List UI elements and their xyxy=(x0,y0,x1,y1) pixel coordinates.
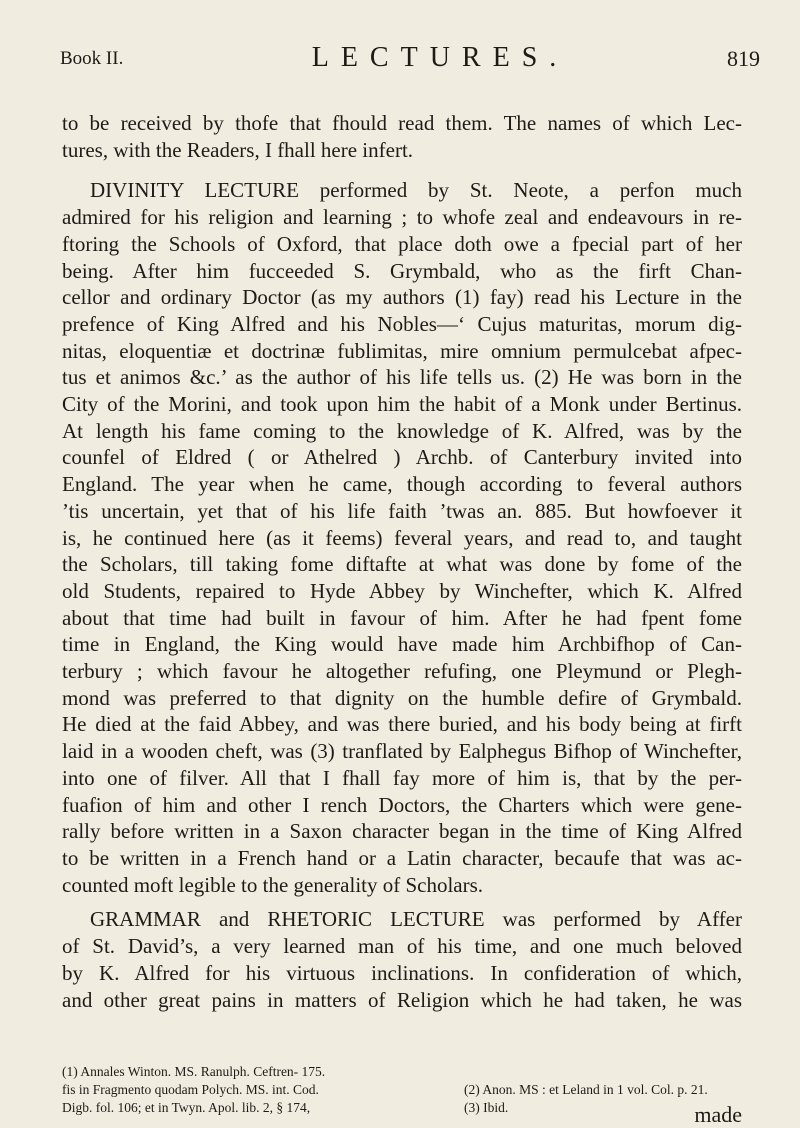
text-line: GRAMMAR and RHETORIC LECTURE was performed by Affer xyxy=(90,907,742,932)
text-line: cellor and ordinary Doctor (as my authors (1) fay) read his Lecture in the xyxy=(62,285,742,310)
text-line: rally before written in a Saxon character began in the time of King Alfred xyxy=(62,819,742,844)
running-title: LECTURES. xyxy=(311,42,569,73)
text-line: of St. David’s, a very learned man of his time, and one much beloved xyxy=(62,934,742,959)
text-line: ’tis uncertain, yet that of his life faith ’twas an. 885. But howfoever it xyxy=(62,498,742,523)
text-line: into one of filver. All that I fhall fay more of him is, that by the per- xyxy=(62,765,742,790)
text-line: England. The year when he came, though according to feveral authors xyxy=(62,472,742,497)
text-line: the Scholars, till taking fome diftafte at what was done by fome of the xyxy=(62,552,742,577)
text-line: At length his fame coming to the knowledge of K. Alfred, was by the xyxy=(62,418,742,443)
text-line: He died at the faid Abbey, and was there buried, and his body being at firft xyxy=(62,712,742,737)
catchword: made xyxy=(694,1102,742,1127)
text-line: by K. Alfred for his virtuous inclinations. In confideration of which, xyxy=(62,960,742,985)
footnotes-left-column xyxy=(62,1063,462,1117)
footnote-line: fis in Fragmento quodam Polych. MS. int. Cod. xyxy=(62,1082,319,1097)
text-line: City of the Morini, and took upon him the habit of a Monk under Bertinus. xyxy=(62,392,742,417)
book-label: Book II. xyxy=(60,48,124,69)
text-line: laid in a wooden cheft, was (3) tranflated by Ealphegus Bifhop of Winchefter, xyxy=(62,739,742,764)
text-line: tus et animos &c.’ as the author of his life tells us. (2) He was born in the xyxy=(62,365,742,390)
footnote-line: Digb. fol. 106; et in Twyn. Apol. lib. 2, § 174, xyxy=(62,1100,311,1115)
text-line: being. After him fucceeded S. Grymbald, who as the firft Chan- xyxy=(62,258,742,283)
text-line: to be received by thofe that fhould read them. The names of which Lec- xyxy=(62,111,742,135)
text-line: counted moft legible to the generality of Scholars. xyxy=(62,872,484,897)
text-line: prefence of King Alfred and his Nobles—‘ Cujus maturitas, morum dig- xyxy=(62,311,742,336)
text-line: about that time had built in favour of him. After he had fpent fome xyxy=(62,605,742,630)
text-line: to be written in a French hand or a Latin character, becaufe that was ac- xyxy=(62,845,742,870)
text-line: terbury ; which favour he altogether refufing, one Pleymund or Plegh- xyxy=(62,659,742,684)
main-text xyxy=(62,110,742,1013)
page-number: 819 xyxy=(727,46,760,71)
text-line: DIVINITY LECTURE performed by St. Neote, a perfon much xyxy=(90,178,742,203)
text-line: tures, with the Readers, I fhall here infert. xyxy=(62,137,414,162)
text-line: and other great pains in matters of Religion which he had taken, he was xyxy=(62,987,742,1012)
footnote-line: (3) Ibid. xyxy=(464,1100,509,1115)
text-line: ftoring the Schools of Oxford, that place doth owe a fpecial part of her xyxy=(62,231,742,256)
text-line: is, he continued here (as it feems) feveral years, and read to, and taught xyxy=(62,525,742,550)
page-header xyxy=(60,38,760,78)
text-line: old Students, repaired to Hyde Abbey by Winchefter, which K. Alfred xyxy=(62,578,742,603)
text-line: admired for his religion and learning ; to whofe zeal and endeavours in re- xyxy=(62,205,742,230)
footnote-line: (2) Anon. MS : et Leland in 1 vol. Col. p. 21. xyxy=(464,1082,708,1097)
footnote-line: (1) Annales Winton. MS. Ranulph. Ceftren- 175. xyxy=(62,1064,326,1079)
text-line: fuafion of him and other I rench Doctors, the Charters which were gene- xyxy=(62,792,742,817)
footnote-line xyxy=(464,1063,764,1081)
text-line: time in England, the King would have made him Archbifhop of Can- xyxy=(62,632,742,657)
text-line: counfel of Eldred ( or Athelred ) Archb. of Canterbury invited into xyxy=(62,445,742,470)
text-line: mond was preferred to that dignity on the humble defire of Grymbald. xyxy=(62,685,742,710)
text-line: nitas, eloquentiæ et doctrinæ fublimitas, mire omnium permulcebat afpec- xyxy=(62,338,742,363)
